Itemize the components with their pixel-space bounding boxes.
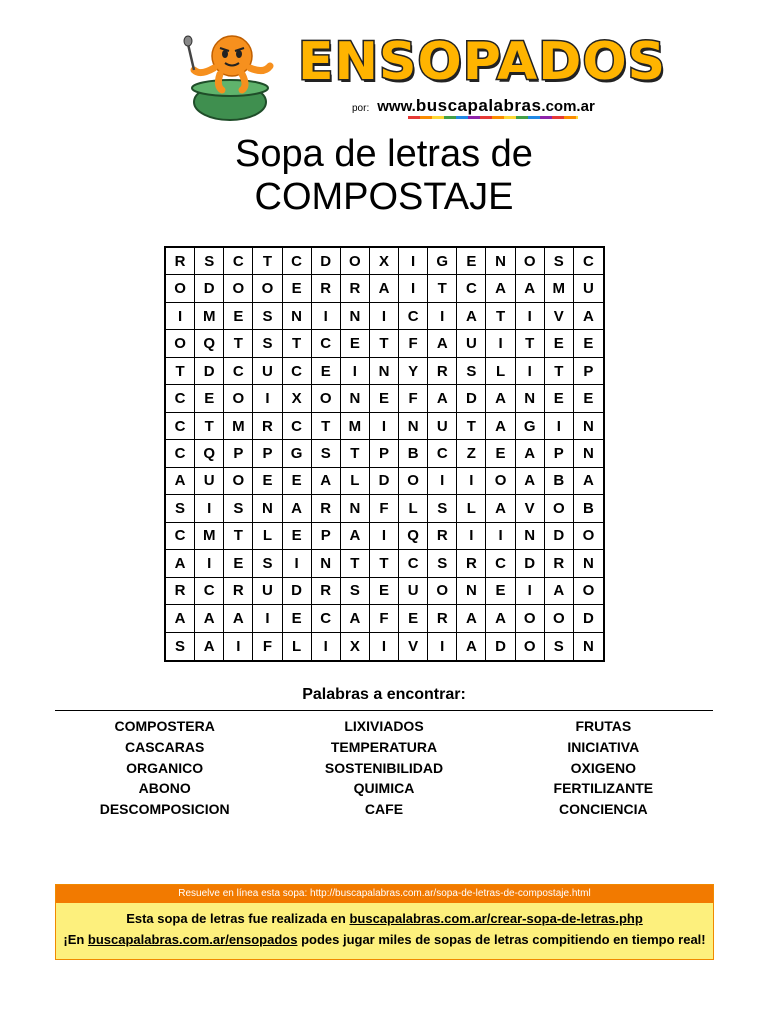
grid-cell[interactable]: T bbox=[283, 330, 312, 357]
grid-cell[interactable]: T bbox=[195, 413, 224, 440]
grid-cell[interactable]: T bbox=[166, 358, 195, 385]
grid-cell[interactable]: D bbox=[195, 275, 224, 302]
grid-cell[interactable]: S bbox=[428, 550, 457, 577]
grid-cell[interactable]: U bbox=[399, 578, 428, 605]
grid-cell[interactable]: O bbox=[486, 468, 515, 495]
grid-cell[interactable]: F bbox=[370, 605, 399, 632]
grid-cell[interactable]: C bbox=[283, 248, 312, 275]
footer-online-link[interactable]: Resuelve en línea esta sopa: http://buscapalabras.com.ar/sopa-de-letras-de-compostaje.html bbox=[56, 885, 713, 903]
grid-cell[interactable]: E bbox=[399, 605, 428, 632]
grid-cell[interactable]: M bbox=[545, 275, 574, 302]
grid-cell[interactable]: L bbox=[486, 358, 515, 385]
byline-prefix: por: bbox=[352, 103, 370, 114]
grid-cell[interactable]: C bbox=[195, 578, 224, 605]
grid-cell[interactable]: E bbox=[253, 468, 282, 495]
grid-cell[interactable]: R bbox=[457, 550, 486, 577]
grid-cell[interactable]: D bbox=[516, 550, 545, 577]
grid-cell[interactable]: L bbox=[341, 468, 370, 495]
grid-cell[interactable]: E bbox=[574, 330, 603, 357]
grid-cell[interactable]: S bbox=[457, 358, 486, 385]
grid-cell[interactable]: T bbox=[370, 550, 399, 577]
word-item: LIXIVIADOS bbox=[344, 718, 424, 734]
grid-cell[interactable]: B bbox=[399, 440, 428, 467]
grid-cell[interactable]: I bbox=[312, 633, 341, 660]
grid-cell[interactable]: I bbox=[516, 303, 545, 330]
word-item: CONCIENCIA bbox=[558, 801, 648, 818]
grid-cell[interactable]: U bbox=[195, 468, 224, 495]
grid-cell[interactable]: S bbox=[253, 550, 282, 577]
grid-cell[interactable]: A bbox=[486, 605, 515, 632]
grid-cell[interactable]: C bbox=[166, 440, 195, 467]
grid-cell[interactable]: O bbox=[399, 468, 428, 495]
grid-cell[interactable]: T bbox=[253, 248, 282, 275]
grid-cell[interactable]: U bbox=[253, 358, 282, 385]
grid-cell[interactable]: T bbox=[341, 440, 370, 467]
word-item: ABONO bbox=[138, 780, 191, 797]
grid-cell[interactable]: O bbox=[312, 385, 341, 412]
grid-cell[interactable]: C bbox=[399, 550, 428, 577]
grid-cell[interactable]: A bbox=[486, 413, 515, 440]
footer-ensopados-link[interactable]: buscapalabras.com.ar/ensopados bbox=[87, 932, 298, 947]
word-item: CAFE bbox=[364, 801, 404, 818]
grid-cell[interactable]: I bbox=[399, 275, 428, 302]
grid-cell[interactable]: A bbox=[428, 330, 457, 357]
grid-cell[interactable]: U bbox=[457, 330, 486, 357]
grid-cell[interactable]: A bbox=[457, 633, 486, 660]
grid-cell[interactable]: N bbox=[574, 550, 603, 577]
grid-cell[interactable]: S bbox=[312, 440, 341, 467]
grid-cell[interactable]: O bbox=[574, 578, 603, 605]
grid-cell[interactable]: A bbox=[516, 468, 545, 495]
grid-cell[interactable]: S bbox=[545, 248, 574, 275]
grid-cell[interactable]: A bbox=[516, 440, 545, 467]
grid-cell[interactable]: E bbox=[370, 578, 399, 605]
grid-cell[interactable]: R bbox=[545, 550, 574, 577]
grid-cell[interactable]: R bbox=[166, 248, 195, 275]
footer-box bbox=[55, 884, 714, 960]
footer-line-1-prefix: Esta sopa de letras fue realizada en bbox=[126, 911, 350, 926]
grid-cell[interactable]: P bbox=[253, 440, 282, 467]
grid-cell[interactable]: R bbox=[428, 358, 457, 385]
grid-cell[interactable]: A bbox=[283, 495, 312, 522]
grid-cell[interactable]: I bbox=[516, 578, 545, 605]
grid-cell[interactable]: A bbox=[166, 468, 195, 495]
byline-site: buscapalabras bbox=[415, 96, 542, 115]
grid-cell[interactable]: A bbox=[574, 303, 603, 330]
grid-cell[interactable]: T bbox=[341, 550, 370, 577]
grid-cell[interactable]: S bbox=[341, 578, 370, 605]
page-title-line1: Sopa de letras de bbox=[235, 133, 533, 175]
words-heading: Palabras a encontrar: bbox=[302, 686, 466, 703]
divider bbox=[55, 710, 713, 711]
grid-cell[interactable]: A bbox=[486, 495, 515, 522]
grid-cell[interactable]: S bbox=[253, 330, 282, 357]
grid-cell[interactable]: O bbox=[224, 385, 253, 412]
grid-cell[interactable]: L bbox=[253, 523, 282, 550]
grid-cell[interactable]: N bbox=[583, 637, 594, 655]
grid-cell[interactable]: N bbox=[253, 495, 282, 522]
grid-cell[interactable]: A bbox=[370, 275, 399, 302]
grid-cell[interactable]: B bbox=[545, 468, 574, 495]
grid-cell[interactable]: A bbox=[486, 385, 515, 412]
letter-grid[interactable] bbox=[164, 246, 605, 662]
grid-cell[interactable]: N bbox=[516, 385, 545, 412]
word-item: TEMPERATURA bbox=[330, 738, 438, 755]
grid-cell[interactable]: X bbox=[370, 248, 399, 275]
grid-cell[interactable]: S bbox=[224, 495, 253, 522]
grid-cell[interactable]: Q bbox=[399, 523, 428, 550]
word-item: CASCARAS bbox=[124, 738, 205, 755]
grid-cell[interactable]: S bbox=[428, 495, 457, 522]
grid-cell[interactable]: O bbox=[166, 330, 195, 357]
word-item: COMPOSTERA bbox=[114, 718, 215, 734]
grid-cell[interactable]: N bbox=[341, 303, 370, 330]
grid-cell[interactable]: R bbox=[224, 578, 253, 605]
grid-cell[interactable]: B bbox=[574, 495, 603, 522]
grid-cell[interactable]: I bbox=[370, 303, 399, 330]
grid-cell[interactable]: M bbox=[195, 303, 224, 330]
grid-cell[interactable]: A bbox=[312, 468, 341, 495]
grid-cell[interactable]: E bbox=[224, 303, 253, 330]
grid-cell[interactable]: L bbox=[283, 633, 312, 660]
grid-cell[interactable]: L bbox=[399, 495, 428, 522]
grid-cell[interactable]: D bbox=[370, 468, 399, 495]
grid-cell[interactable]: M bbox=[341, 413, 370, 440]
grid-cell[interactable]: E bbox=[457, 248, 486, 275]
grid-cell[interactable]: I bbox=[283, 550, 312, 577]
grid-cell[interactable]: I bbox=[370, 523, 399, 550]
grid-cell[interactable]: C bbox=[224, 358, 253, 385]
grid-cell[interactable]: I bbox=[370, 633, 399, 660]
grid-cell[interactable]: F bbox=[253, 633, 282, 660]
grid-cell[interactable]: T bbox=[457, 413, 486, 440]
grid-cell[interactable]: E bbox=[283, 605, 312, 632]
grid-cell[interactable]: P bbox=[312, 523, 341, 550]
brand-name: ENSOPADOS bbox=[298, 32, 667, 92]
grid-cell[interactable]: A bbox=[457, 605, 486, 632]
grid-cell[interactable]: V bbox=[545, 303, 574, 330]
grid-cell[interactable]: U bbox=[574, 275, 603, 302]
grid-cell[interactable]: E bbox=[312, 358, 341, 385]
grid-cell[interactable]: I bbox=[399, 248, 428, 275]
byline-www: www. bbox=[377, 98, 416, 115]
grid-cell[interactable]: O bbox=[545, 605, 574, 632]
grid-cell[interactable]: R bbox=[312, 495, 341, 522]
grid-cell[interactable]: V bbox=[516, 495, 545, 522]
grid-cell[interactable]: T bbox=[224, 523, 253, 550]
grid-cell[interactable]: C bbox=[312, 330, 341, 357]
word-column bbox=[494, 716, 713, 820]
grid-cell[interactable]: T bbox=[224, 330, 253, 357]
grid-cell[interactable]: T bbox=[516, 330, 545, 357]
grid-cell[interactable]: E bbox=[486, 440, 515, 467]
grid-cell[interactable]: I bbox=[428, 468, 457, 495]
grid-cell[interactable]: S bbox=[253, 303, 282, 330]
grid-cell[interactable]: R bbox=[312, 578, 341, 605]
grid-cell[interactable]: I bbox=[195, 550, 224, 577]
grid-cell[interactable]: O bbox=[545, 495, 574, 522]
footer-create-link[interactable]: buscapalabras.com.ar/crear-sopa-de-letras.php bbox=[349, 911, 643, 926]
grid-cell[interactable]: C bbox=[574, 248, 603, 275]
grid-cell[interactable]: C bbox=[457, 275, 486, 302]
word-item: SOSTENIBILIDAD bbox=[324, 759, 444, 776]
grid-cell[interactable]: I bbox=[370, 413, 399, 440]
footer-line-2-suffix: podes jugar miles de sopas de letras compitiendo en tiempo real! bbox=[297, 932, 706, 947]
grid-cell[interactable]: A bbox=[516, 275, 545, 302]
grid-cell[interactable]: N bbox=[574, 413, 603, 440]
grid-cell[interactable]: M bbox=[195, 523, 224, 550]
grid-cell[interactable]: I bbox=[428, 303, 457, 330]
word-item: FERTILIZANTE bbox=[553, 780, 654, 797]
word-item: INICIATIVA bbox=[567, 738, 640, 755]
grid-cell[interactable]: U bbox=[253, 578, 282, 605]
grid-cell[interactable]: N bbox=[341, 495, 370, 522]
word-item: FRUTAS bbox=[575, 718, 632, 734]
grid-cell[interactable]: T bbox=[486, 303, 515, 330]
grid-cell[interactable]: T bbox=[312, 413, 341, 440]
grid-cell[interactable]: I bbox=[486, 330, 515, 357]
grid-cell[interactable]: E bbox=[195, 385, 224, 412]
grid-cell[interactable]: P bbox=[224, 440, 253, 467]
grid-cell[interactable]: O bbox=[224, 468, 253, 495]
grid-cell[interactable]: I bbox=[457, 523, 486, 550]
word-column bbox=[55, 716, 274, 820]
word-list bbox=[55, 716, 713, 820]
grid-cell[interactable]: D bbox=[457, 385, 486, 412]
grid-cell[interactable]: R bbox=[253, 413, 282, 440]
grid-cell[interactable]: N bbox=[399, 413, 428, 440]
grid-cell[interactable]: C bbox=[283, 413, 312, 440]
byline bbox=[352, 96, 595, 116]
grid-cell[interactable]: I bbox=[253, 605, 282, 632]
footer-line-2-prefix: ¡En bbox=[63, 932, 88, 947]
grid-cell[interactable]: Q bbox=[195, 330, 224, 357]
grid-cell[interactable]: E bbox=[224, 550, 253, 577]
page-title-line2: COMPOSTAJE bbox=[254, 176, 514, 218]
grid-cell[interactable]: F bbox=[370, 495, 399, 522]
grid-cell[interactable]: E bbox=[545, 330, 574, 357]
grid-cell[interactable]: D bbox=[283, 578, 312, 605]
grid-cell[interactable]: R bbox=[312, 275, 341, 302]
grid-cell[interactable]: S bbox=[195, 248, 224, 275]
grid-cell[interactable]: O bbox=[516, 633, 545, 660]
grid-cell[interactable]: O bbox=[574, 523, 603, 550]
grid-cell[interactable]: I bbox=[428, 633, 457, 660]
footer-line-1 bbox=[56, 911, 713, 926]
grid-cell[interactable]: I bbox=[486, 523, 515, 550]
footer-line-2 bbox=[56, 932, 713, 947]
grid-cell[interactable]: U bbox=[428, 413, 457, 440]
grid-cell[interactable]: I bbox=[195, 495, 224, 522]
grid-cell[interactable]: V bbox=[399, 633, 428, 660]
grid-cell[interactable]: A bbox=[195, 633, 224, 660]
grid-cell[interactable]: N bbox=[486, 248, 515, 275]
grid-cell[interactable]: A bbox=[341, 523, 370, 550]
grid-cell[interactable]: C bbox=[312, 605, 341, 632]
grid-cell[interactable]: R bbox=[428, 605, 457, 632]
grid-cell[interactable]: A bbox=[574, 468, 603, 495]
grid-cell[interactable]: R bbox=[341, 275, 370, 302]
grid-cell[interactable]: R bbox=[428, 523, 457, 550]
grid-cell[interactable]: C bbox=[486, 550, 515, 577]
grid-cell[interactable]: A bbox=[166, 605, 195, 632]
grid-cell[interactable]: T bbox=[370, 330, 399, 357]
grid-cell[interactable]: C bbox=[224, 248, 253, 275]
grid-cell[interactable]: A bbox=[457, 303, 486, 330]
grid-cell[interactable]: N bbox=[574, 440, 603, 467]
grid-cell[interactable]: E bbox=[283, 275, 312, 302]
grid-cell[interactable]: A bbox=[341, 605, 370, 632]
grid-cell[interactable]: G bbox=[283, 440, 312, 467]
grid-cell[interactable]: I bbox=[253, 385, 282, 412]
grid-cell[interactable]: S bbox=[166, 495, 195, 522]
grid-cell[interactable]: O bbox=[516, 248, 545, 275]
grid-cell[interactable]: A bbox=[166, 550, 195, 577]
grid-cell[interactable]: D bbox=[486, 633, 515, 660]
grid-cell[interactable]: L bbox=[457, 495, 486, 522]
grid-cell[interactable]: O bbox=[341, 248, 370, 275]
grid-cell[interactable]: P bbox=[370, 440, 399, 467]
word-item: ORGANICO bbox=[126, 759, 204, 776]
grid-cell[interactable]: I bbox=[312, 303, 341, 330]
grid-cell[interactable]: N bbox=[457, 578, 486, 605]
grid-cell[interactable]: I bbox=[457, 468, 486, 495]
octopus-mascot-icon bbox=[180, 30, 280, 122]
grid-cell[interactable]: A bbox=[545, 578, 574, 605]
grid-cell[interactable]: I bbox=[224, 633, 253, 660]
grid-cell[interactable]: P bbox=[574, 358, 603, 385]
grid-cell[interactable]: N bbox=[312, 550, 341, 577]
brand-logo bbox=[298, 32, 667, 92]
grid-cell[interactable]: E bbox=[545, 385, 574, 412]
grid-cell[interactable]: C bbox=[428, 440, 457, 467]
grid-cell[interactable]: N bbox=[341, 385, 370, 412]
grid-cell[interactable]: D bbox=[312, 248, 341, 275]
grid-cell[interactable]: C bbox=[399, 303, 428, 330]
grid-cell[interactable]: I bbox=[341, 358, 370, 385]
word-item: OXIGENO bbox=[570, 759, 636, 776]
grid-cell[interactable]: E bbox=[341, 330, 370, 357]
grid-cell[interactable]: I bbox=[516, 358, 545, 385]
grid-cell[interactable]: F bbox=[399, 330, 428, 357]
grid-cell[interactable]: A bbox=[486, 275, 515, 302]
grid-cell[interactable]: X bbox=[283, 385, 312, 412]
grid-cell[interactable]: A bbox=[224, 605, 253, 632]
grid-cell[interactable]: N bbox=[283, 303, 312, 330]
grid-cell[interactable]: F bbox=[399, 385, 428, 412]
grid-cell[interactable]: D bbox=[545, 523, 574, 550]
grid-cell[interactable]: E bbox=[574, 385, 603, 412]
grid-cell[interactable]: P bbox=[545, 440, 574, 467]
grid-cell[interactable]: E bbox=[370, 385, 399, 412]
rainbow-underline bbox=[408, 116, 578, 119]
grid-cell[interactable]: O bbox=[224, 275, 253, 302]
grid-cell[interactable]: C bbox=[283, 358, 312, 385]
grid-cell[interactable]: T bbox=[428, 275, 457, 302]
grid-cell[interactable]: M bbox=[224, 413, 253, 440]
grid-cell[interactable]: I bbox=[166, 303, 195, 330]
byline-tld: .com.ar bbox=[541, 98, 595, 115]
grid-cell[interactable]: R bbox=[166, 578, 195, 605]
grid-cell[interactable]: A bbox=[428, 385, 457, 412]
grid-cell[interactable]: Q bbox=[195, 440, 224, 467]
grid-cell[interactable]: E bbox=[283, 523, 312, 550]
grid-cell[interactable]: C bbox=[166, 385, 195, 412]
word-column bbox=[274, 716, 493, 820]
grid-cell[interactable]: G bbox=[428, 248, 457, 275]
grid-cell[interactable]: O bbox=[166, 275, 195, 302]
header-logo bbox=[180, 30, 667, 120]
word-item: QUIMICA bbox=[353, 780, 415, 797]
grid-cell[interactable]: Z bbox=[457, 440, 486, 467]
grid-cell[interactable]: C bbox=[166, 523, 195, 550]
grid-cell[interactable]: X bbox=[341, 633, 370, 660]
grid-cell[interactable]: N bbox=[516, 523, 545, 550]
grid-cell[interactable]: O bbox=[428, 578, 457, 605]
grid-cell[interactable]: C bbox=[166, 413, 195, 440]
grid-cell[interactable]: O bbox=[516, 605, 545, 632]
grid-cell[interactable]: S bbox=[166, 633, 195, 660]
grid-cell[interactable]: D bbox=[574, 605, 603, 632]
grid-cell[interactable]: Y bbox=[399, 358, 428, 385]
grid-cell[interactable]: N bbox=[370, 358, 399, 385]
grid-cell[interactable]: E bbox=[486, 578, 515, 605]
grid-cell[interactable]: E bbox=[283, 468, 312, 495]
grid-cell[interactable]: O bbox=[253, 275, 282, 302]
grid-cell[interactable]: D bbox=[195, 358, 224, 385]
grid-cell[interactable]: T bbox=[545, 358, 574, 385]
grid-cell[interactable]: I bbox=[545, 413, 574, 440]
grid-cell[interactable]: G bbox=[516, 413, 545, 440]
grid-cell[interactable]: S bbox=[545, 633, 574, 660]
word-item: DESCOMPOSICION bbox=[99, 801, 230, 818]
grid-cell[interactable]: A bbox=[195, 605, 224, 632]
